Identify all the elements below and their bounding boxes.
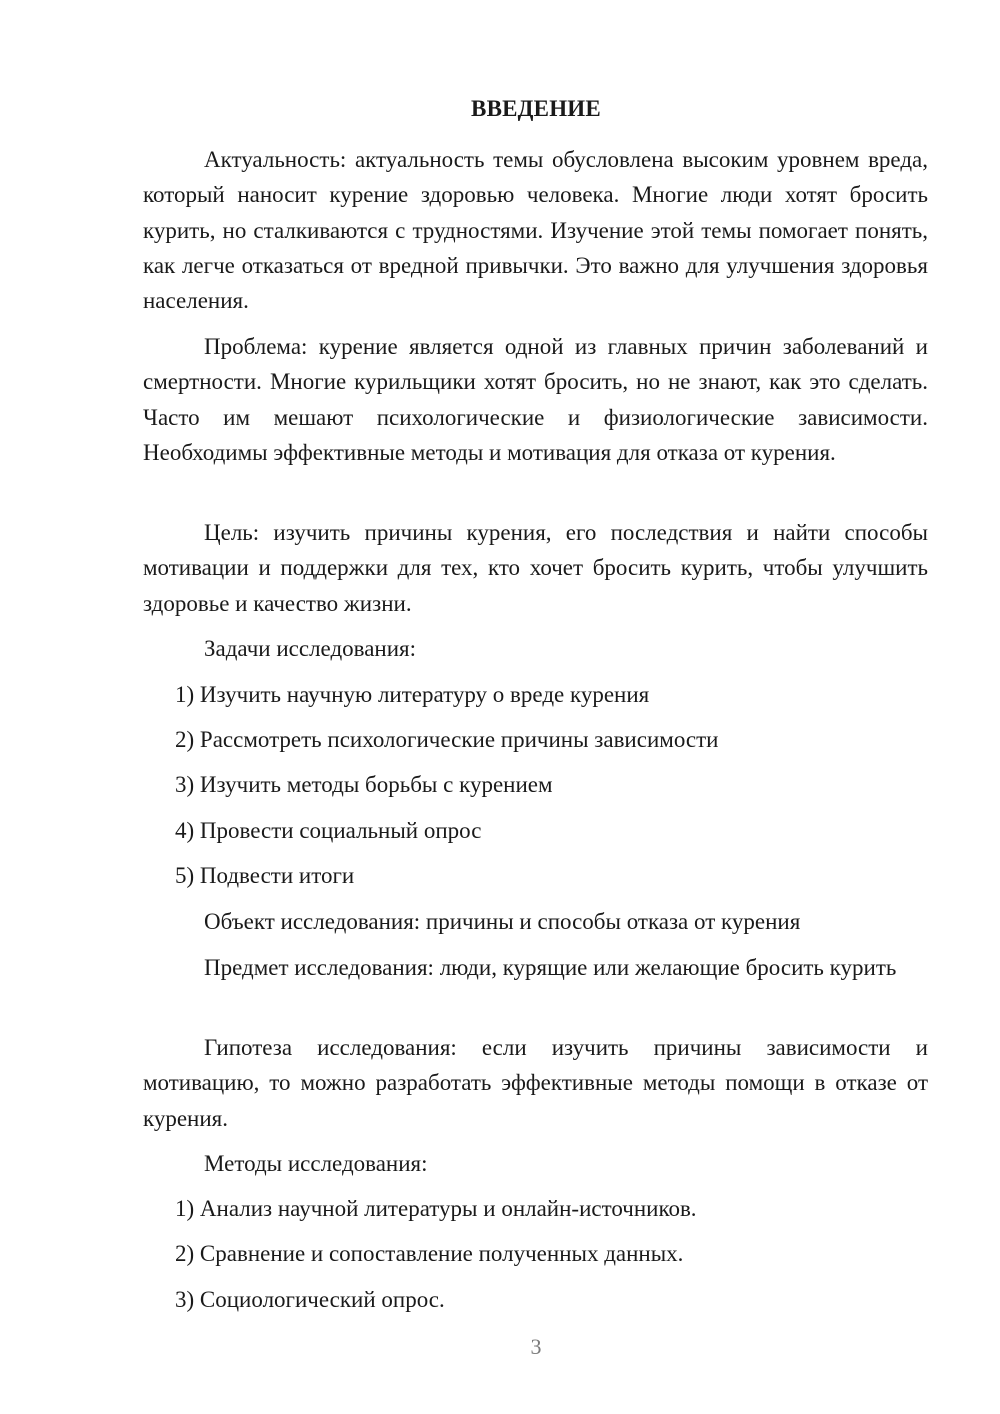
hypothesis-paragraph: Гипотеза исследования: если изучить причины зависимости и мотивацию, то можно разработать эффективные методы помощи в отказе от курения. [143,1035,928,1131]
object-line: Объект исследования: причины и способы отказа от курения [204,909,801,934]
task-item-5: 5) Подвести итоги [175,863,355,888]
task-item-1: 1) Изучить научную литературу о вреде курения [175,682,650,707]
page-title: ВВЕДЕНИЕ [471,96,601,121]
method-item-2: 2) Сравнение и сопоставление полученных данных. [175,1241,684,1266]
method-item-1: 1) Анализ научной литературы и онлайн-источников. [175,1196,697,1221]
task-item-3: 3) Изучить методы борьбы с курением [175,772,553,797]
subject-paragraph: Предмет исследования: люди, курящие или желающие бросить курить [204,955,897,980]
problem-paragraph: Проблема: курение является одной из главных причин заболеваний и смертности. Многие курильщики хотят бросить, но не знают, как это сделать. Часто им мешают психологические и физиологические зависимости. Необходимы эффективные методы и мотивация для отказа от курения. [143,334,928,465]
method-item-3: 3) Социологический опрос. [175,1287,445,1312]
task-item-2: 2) Рассмотреть психологические причины зависимости [175,727,719,752]
page-number: 3 [530,1334,542,1359]
tasks-heading: Задачи исследования: [204,636,417,661]
methods-heading: Методы исследования: [204,1151,428,1176]
task-item-4: 4) Провести социальный опрос [175,818,482,843]
goal-paragraph: Цель: изучить причины курения, его последствия и найти способы мотивации и поддержки для тех, кто хочет бросить курить, чтобы улучшить здоровье и качество жизни. [143,520,928,616]
relevance-paragraph: Актуальность: актуальность темы обусловлена высоким уровнем вреда, который наносит курение здоровью человека. Многие люди хотят бросить курить, но сталкиваются с трудностями. Изучение этой темы помогает понять, как легче отказаться от вредной привычки. Это важно для улучшения здоровья населения. [143,147,928,314]
